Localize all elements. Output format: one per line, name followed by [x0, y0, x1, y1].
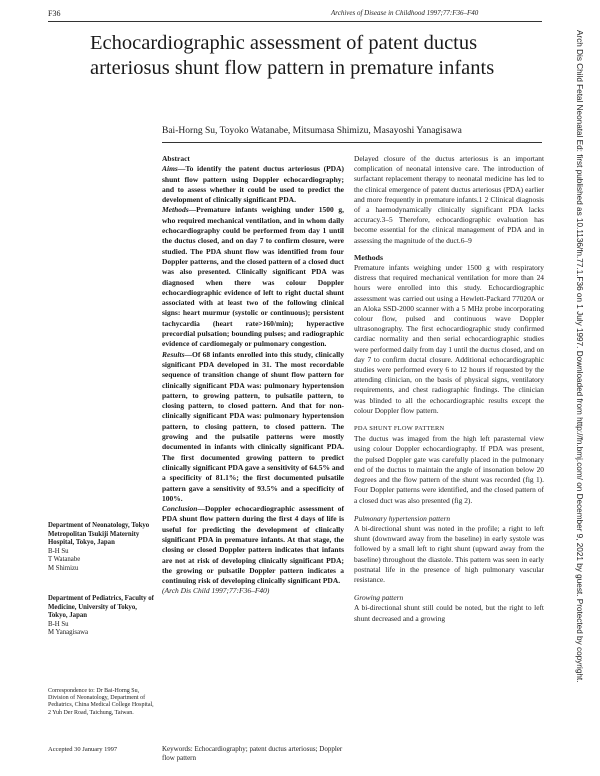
affiliation-2-department: Department of Pediatrics, Faculty of Medicine, University of Tokyo, Tokyo, Japan — [48, 595, 154, 619]
pulmonary-hypertension-heading: Pulmonary hypertension pattern — [354, 513, 451, 523]
abstract-methods — [162, 205, 344, 349]
conclusion-label: Conclusion — [162, 504, 198, 514]
pulmonary-hypertension-paragraph: A bi-directional shunt was noted in the profile; a right to left shunt (downward away from the baseline) in early systole was followed by a small left to right shunt (upward away from the baseline) throughout the diastole. This pattern was seen in early postnatal life in the presence of high pulmonary vascular resistance. — [354, 523, 544, 584]
article-title: Echocardiographic assessment of patent ductus arteriosus shunt flow pattern in premature infants — [90, 32, 495, 79]
author-rule — [162, 142, 542, 143]
growing-pattern-heading: Growing pattern — [354, 593, 404, 603]
correspondence-address: Correspondence to: Dr Bai-Horng Su, Division of Neonatology, Department of Pediatrics, China Medical College Hospital, 2 Yuh Der Road, Taichung, Taiwan. — [48, 688, 154, 716]
page-number: F36 — [48, 9, 61, 18]
keywords: Keywords: Echocardiography; patent ductus arteriosus; Doppler flow pattern — [162, 745, 343, 762]
growing-pattern-paragraph: A bi-directional shunt still could be noted, but the right to left shunt decreased and a growing — [354, 603, 544, 623]
affiliation-2 — [48, 595, 156, 638]
shunt-flow-heading: PDA SHUNT FLOW PATTERN — [354, 425, 445, 433]
side-copyright-note: Arch Dis Child Fetal Neonatal Ed: first published as 10.1136/fn.77.1.F36 on 1 July 1997. Downloaded from http://fn.bmj.com/ on December 9, 2021 by guest. Protected by copyright. — [575, 30, 584, 683]
accepted-date: Accepted 30 January 1997 — [48, 746, 118, 753]
shunt-flow-paragraph: The ductus was imaged from the high left parasternal view using colour Doppler echocardiography. If PDA was present, the pulsed Doppler gate was carefully placed in the pulmonary end of the ductus to maintain the angle of insonation below 20 degrees and the flow pattern of the shunt was recorded (fig 1). Four Doppler patterns were identified, and the closed pattern of a closed duct was also presented (fig 2). — [354, 434, 544, 505]
affiliation-1 — [48, 522, 156, 573]
abstract-citation: (Arch Dis Child 1997;77:F36–F40) — [162, 586, 270, 596]
results-text: —Of 68 infants enrolled into this study, clinically significant PDA developed in 31. The most recordable sequence of transition change of shunt flow pattern for clinically significant PDA was: pulmonary hypertension pattern, to growing pattern, to pulsatile pattern, to closing pattern, to closed pattern. And that for non-clinically significant PDA was: pulmonary hypertension pattern, to closing pattern, to closed pattern. The growing and the pulsatile patterns were mostly documented in infants with clinically significant PDA. The first documented growing pattern to predict clinically significant PDA gave a sensitivity of 64.5% and a specificity of 81.1%; the first documented pulsatile pattern gave a sensitivity of 93.5% and a specificity of 100%. — [162, 349, 344, 503]
aims-text: —To identify the patent ductus arteriosus (PDA) shunt flow pattern using Doppler echocardiography; and to assess whether it could be used to predict the development of clinically significant PDA. — [162, 164, 344, 205]
intro-paragraph: Delayed closure of the ductus arteriosus is an important complication of neonatal intensive care. The introduction of surfactant replacement therapy to neonatal medicine has led to the clinical emergence of patent ductus arteriosus (PDA) earlier and more frequently in premature infants.1 2 Clinical diagnosis of a haemodynamically clinically significant PDA lacks accuracy.3–5 Therefore, echocardiographic evaluation has become essential for the clinical management of PDA and in assessing the magnitude of the duct.6–9 — [354, 154, 544, 245]
methods-text: —Premature infants weighing under 1500 g, who required mechanical ventilation, and in whom daily echocardiography could be performed from day 1 until the ductus closed, and on day 7 to confirm closure, were studied. The PDA shunt flow was identified from four Doppler patterns, and the closed pattern of a closed duct was also presented. Clinically significant PDA was diagnosed when there was colour Doppler echocardiographic evidence of left to right ductal shunt associated with at least two of the following clinical signs: heart murmur (systolic or continuous); persistent tachycardia (heart rate>160/min); hyperactive precordial pulsation; bounding pulses; and radiographic evidence of cardiomegaly or pulmonary congestion. — [162, 205, 344, 349]
body-column — [354, 154, 544, 624]
affiliation-1-person: M Shimizu — [48, 564, 79, 572]
abstract-heading: Abstract — [162, 154, 190, 163]
affiliation-2-person: B-H Su — [48, 620, 69, 628]
abstract-results — [162, 350, 344, 504]
methods-heading: Methods — [354, 252, 384, 262]
methods-label: Methods — [162, 205, 189, 215]
conclusion-text: —Doppler echocardiographic assessment of PDA shunt flow pattern during the first 4 days of life is useful for predicting the development of clinically significant PDA in premature infants. At that stage, the closing or closed Doppler pattern indicates that infants are not at risk of developing clinically significant PDA; the growing or pulsatile Doppler pattern indicates a continuing risk of developing clinically significant PDA. — [162, 504, 344, 586]
affiliation-1-department: Department of Neonatology, Tokyo Metropolitan Tsukiji Maternity Hospital, Tokyo, Japan — [48, 522, 150, 546]
abstract-aims — [162, 164, 344, 205]
affiliation-1-person: T Watanabe — [48, 556, 81, 563]
affiliation-1-person: B-H Su — [48, 547, 69, 555]
affiliation-2-person: M Yanagisawa — [48, 629, 89, 636]
abstract — [162, 154, 344, 597]
aims-label: Aims — [162, 164, 178, 174]
journal-header: Archives of Disease in Childhood 1997;77:F36–F40 — [331, 9, 479, 17]
header-rule — [48, 21, 542, 22]
results-label: Results — [162, 349, 185, 359]
abstract-conclusion — [162, 504, 344, 586]
methods-paragraph: Premature infants weighing under 1500 g with respiratory distress that required mechanical ventilation for more than 24 hours were enrolled into this study. Echocardiographic assessment was carried out using a Hewlett-Packard 77020A or an Aloka SSD-2000 scanner with a 5 MHz probe incorporating colour flow, pulsed and continuous wave Doppler ultrasonography. The first echocardiographic study confirmed cardiac normality and then serial echocardiographic studies were performed daily from day 1 until the ductus closed, and on day 7 to confirm ductal closure. Additional echocardiographic studies were performed every 6 to 12 hours if requested by the attending clinician, on the basis of physical signs, ventilatory requirements, and chest radiographic findings. The clinician was blinded to all the echocardiographic results except the colour Doppler flow pattern. — [354, 263, 544, 415]
author-list: Bai-Horng Su, Toyoko Watanabe, Mitsumasa Shimizu, Masayoshi Yanagisawa — [162, 126, 462, 136]
